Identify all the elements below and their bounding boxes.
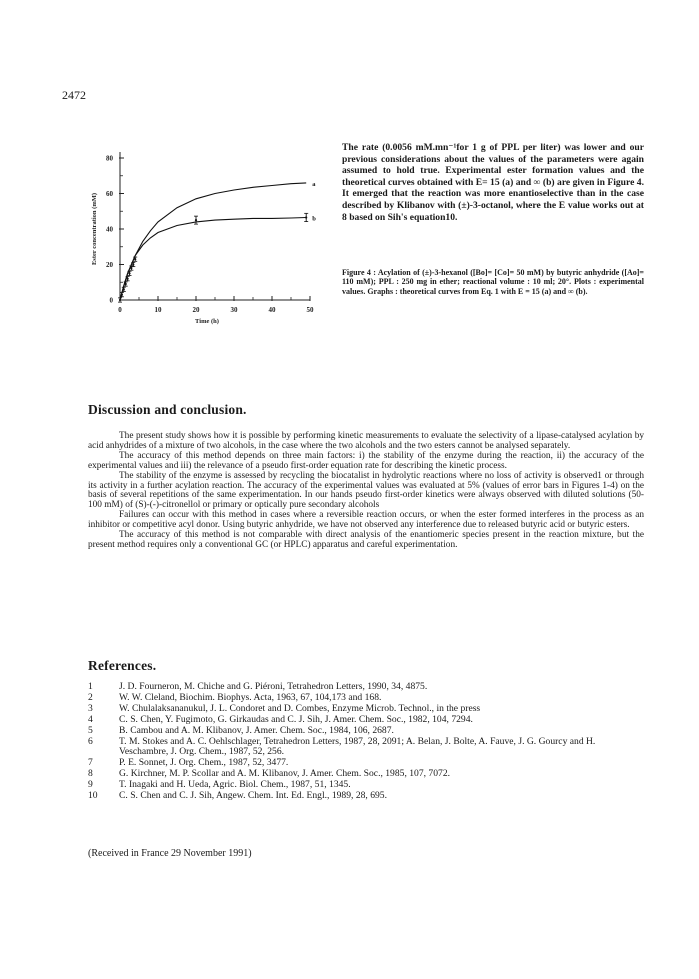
reference-number: 8 (88, 768, 93, 780)
x-tick-label: 20 (192, 306, 200, 314)
discussion-paragraph: The stability of the enzyme is assessed by recycling the biocatalist in hydrolytic reactions where no loss of activity is observed1 or through its activity in a further acylation reaction. The accuracy of the experimental values was evaluated at 5% (values of error bars in Figures 1-4) on the basis of several repetitions of the same experimentation. In our hands pseudo first-order kinetics were always observed with diluted solutions (50-100 mM) of (S)-(-)-citronellol or primary or optically pure secondary alcohols (88, 470, 644, 511)
data-point (121, 294, 123, 296)
figure-4-chart (70, 140, 340, 340)
references-list (88, 682, 644, 802)
discussion-paragraph: The accuracy of this method depends on three main factors: i) the stability of the enzyme during the reaction, ii) the accuracy of the experimental values and iii) the relevance of a pseudo first-order equation rate for describing the kinetic process. (88, 450, 644, 471)
references-heading: References. (88, 658, 157, 673)
x-tick-label: 50 (306, 306, 314, 314)
reference-number: 6 (88, 735, 93, 747)
data-point (134, 258, 136, 260)
reference-item (88, 726, 644, 737)
reference-text: B. Cambou and A. M. Klibanov, J. Amer. Chem. Soc., 1984, 106, 2687. (119, 724, 394, 736)
reference-text: T. Inagaki and H. Ueda, Agric. Biol. Chem., 1987, 51, 1345. (119, 779, 351, 791)
discussion-paragraph: The present study shows how it is possible by performing kinetic measurements to evaluate the selectivity of a lipase-catalysed acylation by acid anhydrides of a mixture of two alcohols, in the case where the two alcohols and the two esters cannot be analysed separately. (88, 431, 644, 451)
reference-text: W. W. Cleland, Biochim. Biophys. Acta, 1963, 67, 104,173 and 168. (119, 691, 382, 703)
data-point (128, 272, 130, 274)
x-tick-label: 30 (230, 306, 238, 314)
series-curve-a (120, 183, 306, 300)
reference-item (88, 791, 644, 802)
series-label-a: a (312, 180, 316, 188)
reference-text: P. E. Sonnet, J. Org. Chem., 1987, 52, 3477. (119, 757, 289, 769)
page-number: 2472 (62, 88, 86, 102)
y-tick-label: 0 (109, 296, 113, 305)
reference-number: 7 (88, 757, 93, 769)
data-point (195, 219, 197, 221)
reference-number: 5 (88, 724, 93, 736)
data-point (119, 299, 121, 301)
data-point (305, 216, 307, 218)
data-point (125, 283, 127, 285)
data-point (132, 263, 134, 265)
discussion-paragraph: Failures can occur with this method in cases where a reversible reaction occurs, or when the ester formed interferes in the process as an inhibitor or competitive acyl donor. Using butyric anhydride, we have not observed any interference due to released butyric acid or butyric esters. (88, 510, 644, 531)
reference-number: 10 (88, 790, 98, 802)
received-date: (Received in France 29 November 1991) (88, 848, 252, 859)
x-tick-label: 0 (118, 306, 122, 314)
reference-text: T. M. Stokes and A. C. Oehlschlager, Tetrahedron Letters, 1987, 28, 2091; A. Belan, J. Bolte, A. Fauve, J. G. Gourcy and H. Veschambre, J. Org. Chem., 1987, 52, 256. (119, 735, 596, 758)
series-label-b: b (312, 215, 316, 223)
x-axis-label: Time (h) (195, 318, 219, 325)
figure-caption-text: Figure 4 : Acylation of (±)-3-hexanol ([Bo]= [Co]= 50 mM) by butyric anhydride ([Ao]= 110 mM); PPL : 250 mg in ether; reactional volume : 10 ml; 20°. Plots : experimental values. Graphs : theoretical curves from Eq. 1 with E = 15 (a) and ∞ (b). (342, 268, 644, 296)
y-tick-label: 80 (106, 154, 113, 163)
reference-text: C. S. Chen, Y. Fugimoto, G. Girkaudas and C. J. Sih, J. Amer. Chem. Soc., 1982, 104, 7294. (119, 713, 473, 725)
data-point (123, 288, 125, 290)
y-tick-label: 40 (106, 225, 113, 234)
discussion-heading: Discussion and conclusion. (88, 402, 247, 417)
reference-text: W. Chulalaksananukul, J. L. Condoret and D. Combes, Enzyme Microb. Technol., in the press (119, 702, 481, 714)
figure-caption (342, 268, 644, 296)
reference-text: C. S. Chen and C. J. Sih, Angew. Chem. Int. Ed. Engl., 1989, 28, 695. (119, 790, 388, 802)
reference-number: 3 (88, 702, 93, 714)
x-tick-label: 10 (154, 306, 162, 314)
reference-number: 1 (88, 681, 93, 692)
x-tick-label: 40 (268, 306, 276, 314)
reference-item (88, 715, 644, 726)
discussion-body (88, 432, 644, 551)
reference-number: 4 (88, 713, 93, 725)
reference-number: 9 (88, 779, 93, 791)
reference-text: G. Kirchner, M. P. Scollar and A. M. Klibanov, J. Amer. Chem. Soc., 1985, 107, 7072. (119, 768, 451, 780)
data-point (127, 278, 129, 280)
data-point (130, 267, 132, 269)
reference-number: 2 (88, 691, 93, 703)
discussion-paragraph: The accuracy of this method is not comparable with direct analysis of the enantiomeric species present in the reaction mixture, but the present method requires only a conventional GC (or HPLC) apparatus and careful experimentation. (88, 530, 644, 550)
y-tick-label: 20 (106, 261, 113, 269)
results-paragraph-text: The rate (0.0056 mM.mn⁻¹for 1 g of PPL per liter) was lower and our previous considerations about the values of the parameters were again assumed to hold true. Experimental ester formation values and the theoretical curves obtained with E= 15 (a) and ∞ (b) are given in Figure 4. It emerged that the reaction was more enantioselective than in the case described by Klibanov with (±)-3-octanol, where the E value works out at 8 based on Sih's equation10. (342, 142, 644, 223)
reference-item (88, 737, 644, 759)
y-tick-label: 60 (106, 190, 113, 198)
reference-text: J. D. Fourneron, M. Chiche and G. Piéroni, Tetrahedron Letters, 1990, 34, 4875. (119, 681, 428, 692)
y-axis-label: Ester concentration (mM) (91, 192, 98, 266)
series-curve-b (120, 218, 306, 301)
results-paragraph (342, 142, 644, 223)
